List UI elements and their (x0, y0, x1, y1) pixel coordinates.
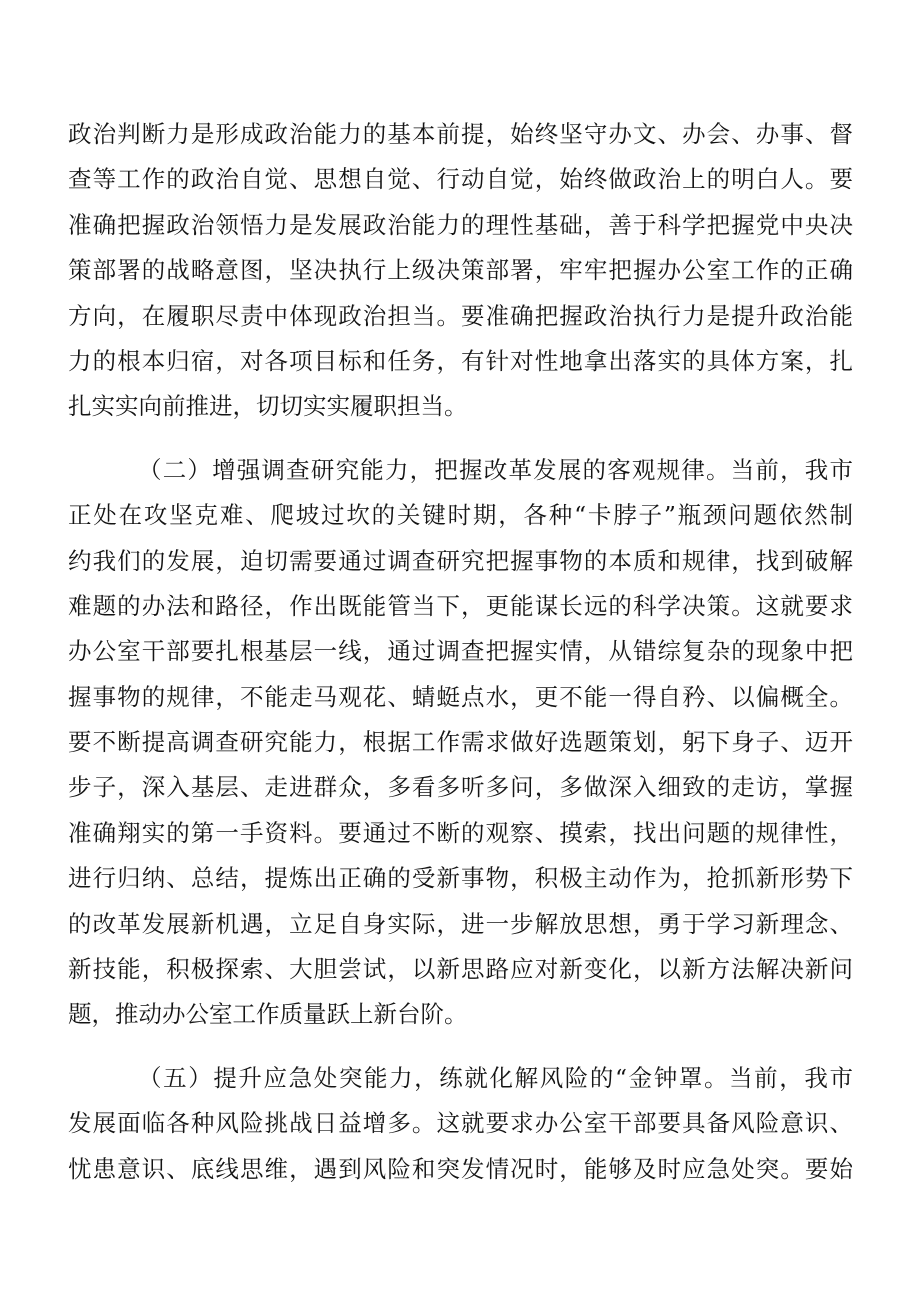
text-line: 握事物的规律，不能走马观花、蜻蜓点水，更不能一得自矜、以偏概全。 (68, 682, 853, 711)
text-line: 准确把握政治领悟力是发展政治能力的理性基础，善于科学把握党中央决 (68, 210, 853, 239)
text-line: 进行归纳、总结，提炼出正确的受新事物，积极主动作为，抢抓新形势下 (68, 864, 853, 893)
text-line: 新技能，积极探索、大胆尝试，以新思路应对新变化，以新方法解决新问 (68, 955, 853, 984)
text-line: 查等工作的政治自觉、思想自觉、行动自觉，始终做政治上的明白人。要 (68, 165, 853, 194)
paragraph-spacer (68, 430, 853, 448)
paragraph-emergency-ability (68, 1056, 853, 1192)
text-line: 策部署的战略意图，坚决执行上级决策部署，牢牢把握办公室工作的正确 (68, 256, 853, 285)
paragraph-spacer (68, 1038, 853, 1056)
text-line: 发展面临各种风险挑战日益增多。这就要求办公室干部要具备风险意识、 (68, 1109, 853, 1138)
paragraph-political-ability (68, 112, 853, 430)
paragraph-heading-line: （五）提升应急处突能力，练就化解风险的“金钟罩。当前，我市 (138, 1063, 853, 1092)
text-line: 办公室干部要扎根基层一线，通过调查把握实情，从错综复杂的现象中把 (68, 637, 853, 666)
paragraph-heading-line: （二）增强调查研究能力，把握改革发展的客观规律。当前，我市 (138, 455, 853, 484)
paragraph-research-ability (68, 448, 853, 1038)
text-line: 扎实实向前推进，切切实实履职担当。 (68, 392, 468, 421)
text-line: 准确翔实的第一手资料。要通过不断的观察、摸索，找出问题的规律性， (68, 818, 853, 847)
text-line: 忧患意识、底线思维，遇到风险和突发情况时，能够及时应急处突。要始 (68, 1154, 853, 1183)
text-line: 正处在攻坚克难、爬坡过坎的关键时期，各种“卡脖子”瓶颈问题依然制 (68, 501, 853, 530)
document-body (68, 112, 853, 1192)
text-line: 步子，深入基层、走进群众，多看多听多问，多做深入细致的走访，掌握 (68, 773, 853, 802)
text-line: 要不断提高调查研究能力，根据工作需求做好选题策划，躬下身子、迈开 (68, 728, 853, 757)
text-line: 题，推动办公室工作质量跃上新台阶。 (68, 1000, 468, 1029)
text-line: 难题的办法和路径，作出既能管当下，更能谋长远的科学决策。这就要求 (68, 591, 853, 620)
text-line: 约我们的发展，迫切需要通过调查研究把握事物的本质和规律，找到破解 (68, 546, 853, 575)
text-line: 政治判断力是形成政治能力的基本前提，始终坚守办文、办会、办事、督 (68, 120, 853, 148)
text-line: 方向，在履职尽责中体现政治担当。要准确把握政治执行力是提升政治能 (68, 301, 853, 330)
text-line: 的改革发展新机遇，立足自身实际，进一步解放思想，勇于学习新理念、 (68, 909, 853, 938)
text-line: 力的根本归宿，对各项目标和任务，有针对性地拿出落实的具体方案，扎 (68, 346, 853, 375)
